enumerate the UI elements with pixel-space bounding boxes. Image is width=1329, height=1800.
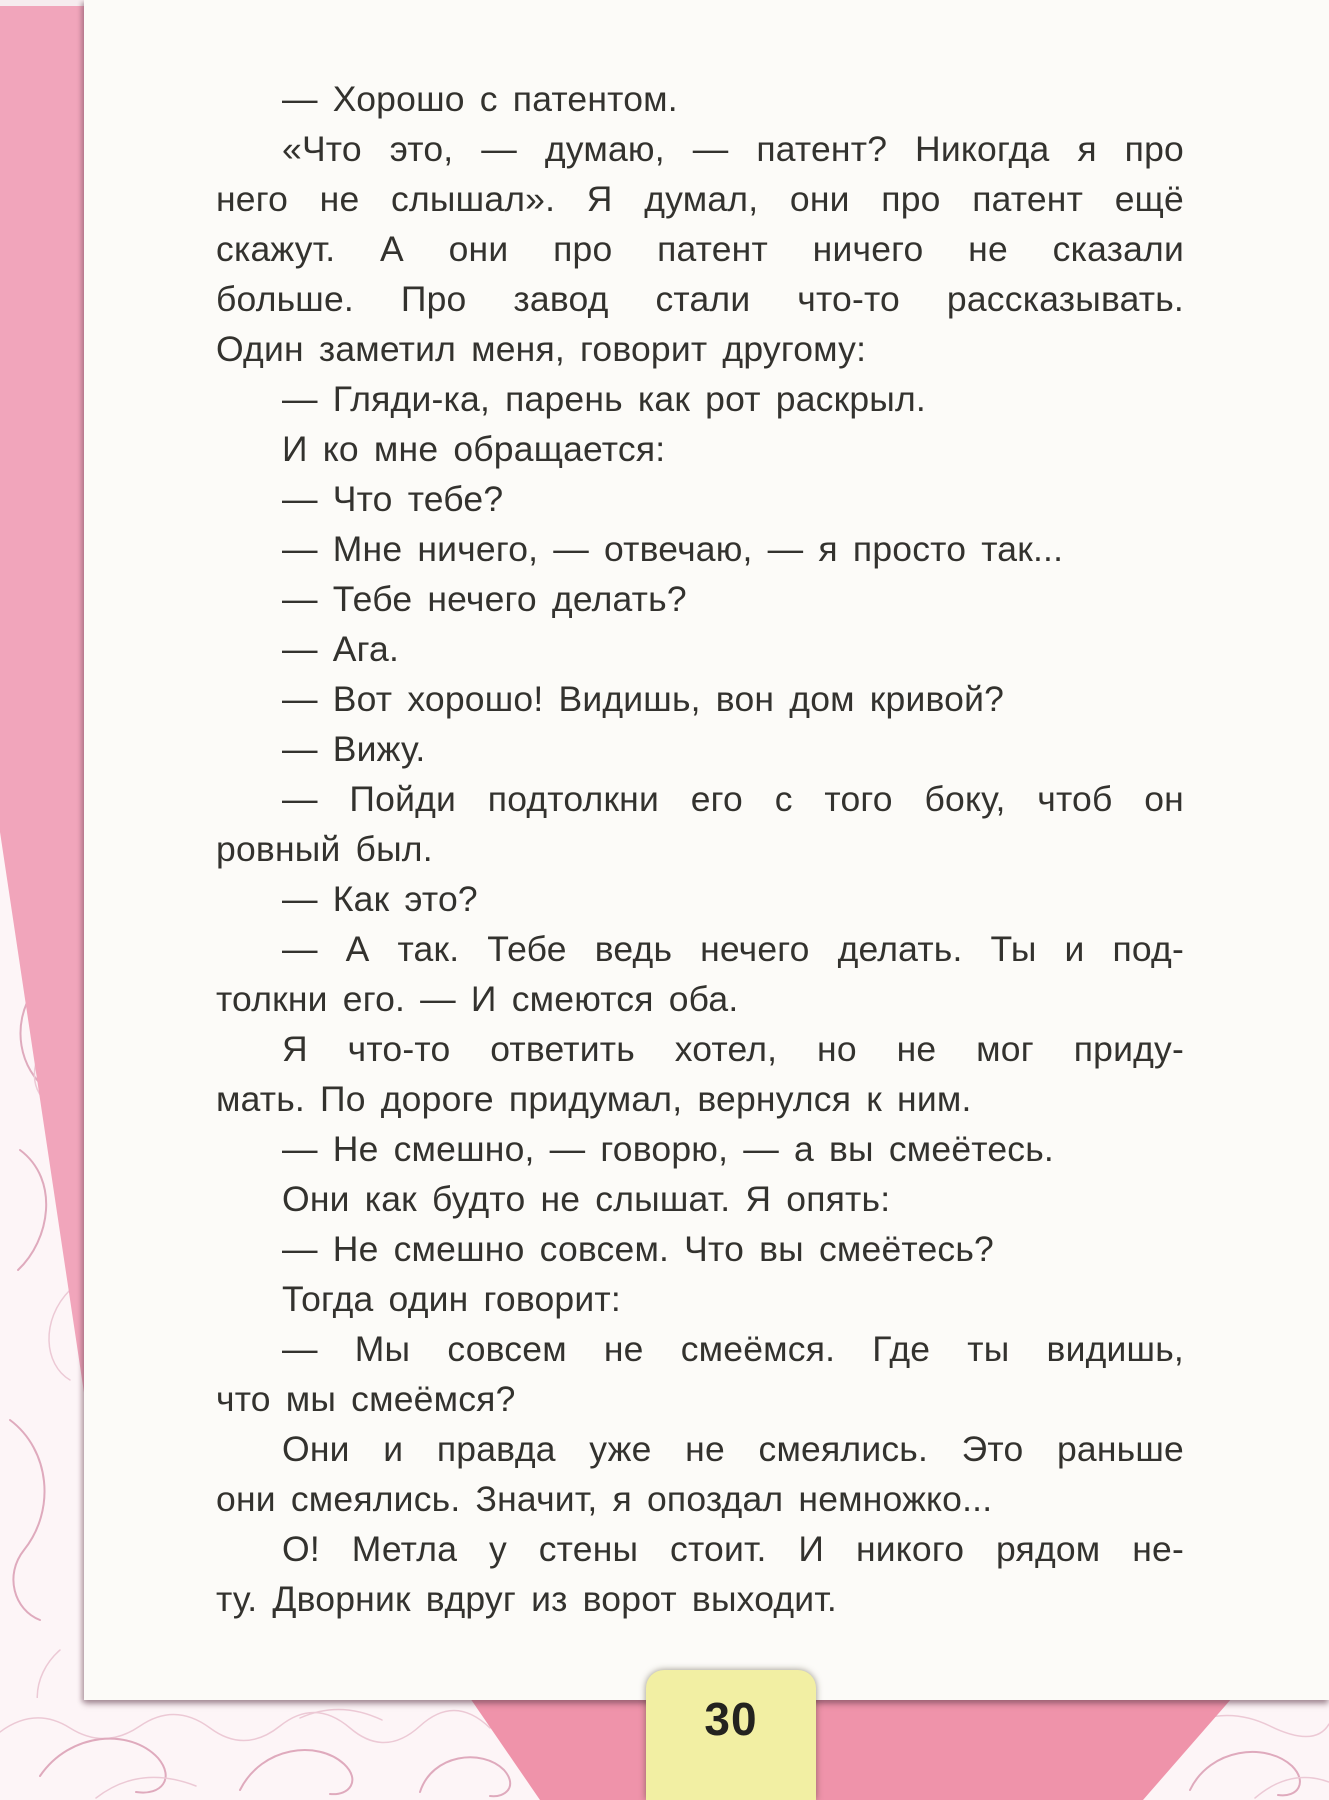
text-line: Они как будто не слышат. Я опять: bbox=[282, 1179, 891, 1219]
text-line: Тогда один говорит: bbox=[282, 1279, 621, 1319]
text-line: что мы смеёмся? bbox=[216, 1379, 516, 1419]
text-line: Я что-то ответить хотел, но не мог приду- bbox=[282, 1029, 1184, 1069]
story-text bbox=[216, 74, 1184, 1624]
text-line: — А так. Тебе ведь нечего делать. Ты и под- bbox=[282, 929, 1184, 969]
text-line: ровный был. bbox=[216, 829, 433, 869]
text-line: И ко мне обращается: bbox=[282, 429, 666, 469]
text-line: — Хорошо с патентом. bbox=[282, 79, 678, 119]
text-line: больше. Про завод стали что-то рассказывать. bbox=[216, 279, 1184, 319]
text-line: — Гляди-ка, парень как рот раскрыл. bbox=[282, 379, 926, 419]
text-line: толкни его. — И смеются оба. bbox=[216, 979, 739, 1019]
page-number-tab bbox=[646, 1670, 816, 1800]
text-line: — Что тебе? bbox=[282, 479, 504, 519]
text-line: — Пойди подтолкни его с того боку, чтоб он bbox=[282, 779, 1184, 819]
book-page bbox=[84, 0, 1329, 1700]
text-line: скажут. А они про патент ничего не сказали bbox=[216, 229, 1184, 269]
text-line: него не слышал». Я думал, они про патент ещё bbox=[216, 179, 1184, 219]
text-line: — Вижу. bbox=[282, 729, 426, 769]
text-line: — Ага. bbox=[282, 629, 400, 669]
text-line: — Как это? bbox=[282, 879, 478, 919]
text-line: они смеялись. Значит, я опоздал немножко... bbox=[216, 1479, 993, 1519]
text-line: Они и правда уже не смеялись. Это раньше bbox=[282, 1429, 1184, 1469]
text-line: — Вот хорошо! Видишь, вон дом кривой? bbox=[282, 679, 1005, 719]
text-line: ту. Дворник вдруг из ворот выходит. bbox=[216, 1579, 837, 1619]
text-line: — Мне ничего, — отвечаю, — я просто так... bbox=[282, 529, 1064, 569]
text-line: — Мы совсем не смеёмся. Где ты видишь, bbox=[282, 1329, 1184, 1369]
text-line: Один заметил меня, говорит другому: bbox=[216, 329, 867, 369]
text-line: — Тебе нечего делать? bbox=[282, 579, 687, 619]
text-line: мать. По дороге придумал, вернулся к ним. bbox=[216, 1079, 972, 1119]
text-line: О! Метла у стены стоит. И никого рядом не- bbox=[282, 1529, 1184, 1569]
page-number: 30 bbox=[704, 1693, 758, 1745]
text-line: «Что это, — думаю, — патент? Никогда я про bbox=[282, 129, 1184, 169]
text-line: — Не смешно, — говорю, — а вы смеётесь. bbox=[282, 1129, 1054, 1169]
text-line: — Не смешно совсем. Что вы смеётесь? bbox=[282, 1229, 994, 1269]
